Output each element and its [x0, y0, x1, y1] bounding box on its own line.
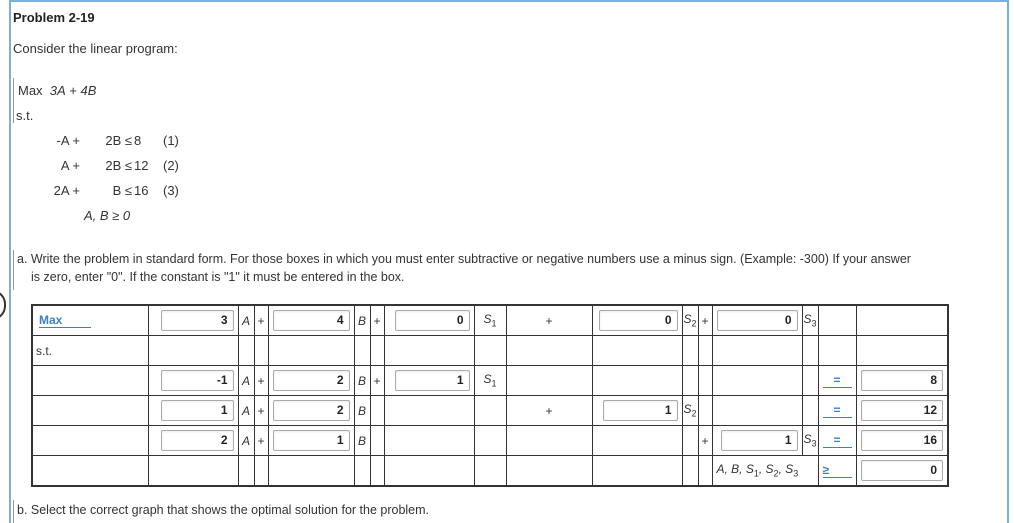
c1-tag: (1): [163, 133, 179, 148]
r1-s1-var: $S_1$: [474, 366, 506, 396]
objective: [18, 83, 96, 98]
r3-a-input[interactable]: 2: [161, 430, 234, 451]
c2-left: A +: [60, 158, 80, 173]
r1-b-plus: +: [370, 366, 384, 396]
c1-left: -A +: [56, 133, 80, 148]
st-label: s.t.: [16, 108, 34, 123]
table-st-label: s.t.: [32, 336, 148, 366]
r2-relation-select[interactable]: =: [823, 403, 852, 418]
c2-mid: 2B ≤: [105, 158, 132, 173]
intro-text: Consider the linear program:: [13, 41, 178, 56]
c1-mid: 2B ≤: [105, 133, 132, 148]
part-a-rule: [13, 250, 14, 290]
obj-a-input[interactable]: 3: [161, 310, 234, 331]
r2-a-var: A: [238, 396, 254, 426]
constraint-row-3: [32, 426, 948, 456]
r3-s3-input[interactable]: 1: [721, 430, 798, 451]
objective-term-a: 3A: [49, 83, 66, 98]
obj-s1-var: $S_1$: [474, 305, 506, 336]
problem-title: Problem 2-19: [13, 10, 95, 25]
part-b-rule: [13, 500, 14, 523]
c1-rhs: 8: [134, 133, 142, 148]
obj-s1-plus: +: [506, 305, 592, 336]
obj-b-input[interactable]: 4: [273, 310, 350, 331]
r2-b-input[interactable]: 2: [273, 400, 350, 421]
r1-rhs-input[interactable]: 8: [861, 370, 944, 391]
obj-a-plus: +: [254, 305, 268, 336]
lp-left-rule: [13, 78, 14, 123]
objective-term-b: 4B: [80, 83, 97, 98]
nonneg-constraint: A, B ≥ 0: [84, 208, 131, 223]
r3-rhs-input[interactable]: 16: [861, 430, 944, 451]
nonneg-rhs-input[interactable]: 0: [861, 460, 944, 481]
c3-tag: (3): [163, 183, 179, 198]
objective-row: [32, 305, 948, 336]
r3-b-var: B: [354, 426, 370, 456]
obj-s2-var: $S_2$: [682, 305, 698, 336]
obj-s3-var: $S_3$: [802, 305, 818, 336]
side-bracket: [0, 290, 6, 320]
obj-s3-input[interactable]: 0: [717, 310, 798, 331]
constraint-row-2: [32, 396, 948, 426]
r3-a-plus: +: [254, 426, 268, 456]
obj-a-var: A: [238, 305, 254, 336]
r3-s3-var: $S_3$: [802, 426, 818, 456]
r3-relation-select[interactable]: =: [823, 433, 852, 448]
r1-relation-select[interactable]: =: [823, 373, 852, 388]
obj-b-var: B: [354, 305, 370, 336]
c3-mid: B ≤: [112, 183, 132, 198]
st-row: [32, 336, 948, 366]
nonneg-relation-select[interactable]: ≥: [823, 463, 852, 478]
r1-b-var: B: [354, 366, 370, 396]
r1-b-input[interactable]: 2: [273, 370, 350, 391]
obj-b-plus: +: [370, 305, 384, 336]
r2-a-input[interactable]: 1: [161, 400, 234, 421]
c2-rhs: 12: [134, 158, 149, 173]
r2-s2-var: $S_2$: [682, 396, 698, 426]
r3-b-input[interactable]: 1: [273, 430, 350, 451]
r3-a-var: A: [238, 426, 254, 456]
r1-s1-input[interactable]: 1: [395, 370, 470, 391]
r2-s2-plus: +: [506, 396, 592, 426]
obj-s1-input[interactable]: 0: [395, 310, 470, 331]
r2-a-plus: +: [254, 396, 268, 426]
r1-a-input[interactable]: -1: [161, 370, 234, 391]
objective-plus: +: [69, 83, 77, 98]
r3-s3-plus: +: [698, 426, 712, 456]
obj-s2-input[interactable]: 0: [599, 310, 678, 331]
part-b-instructions: b. Select the correct graph that shows the optimal solution for the problem.: [17, 503, 430, 517]
r1-a-var: A: [238, 366, 254, 396]
r2-rhs-input[interactable]: 12: [861, 400, 944, 421]
obj-s2-plus: +: [698, 305, 712, 336]
nonneg-row: [32, 456, 948, 487]
part-a-instructions-2: is zero, enter "0". If the constant is "1" it must be entered in the box.: [31, 270, 405, 284]
r2-b-var: B: [354, 396, 370, 426]
r2-s2-input[interactable]: 1: [603, 400, 678, 421]
constraint-row-1: [32, 366, 948, 396]
part-a-instructions-1: a. Write the problem in standard form. For those boxes in which you must enter subtractive or negative numbers use a minus sign. (Example: -300) If your answer: [17, 252, 911, 266]
c3-rhs: 16: [134, 183, 149, 198]
objective-select[interactable]: Max: [39, 313, 91, 328]
c2-tag: (2): [163, 158, 179, 173]
standard-form-table: [31, 304, 949, 487]
c3-left: 2A +: [53, 183, 80, 198]
r1-a-plus: +: [254, 366, 268, 396]
objective-sense: Max: [18, 83, 43, 98]
nonneg-vars-label: A, B, $S_1$, $S_2$, $S_3$: [712, 456, 818, 487]
